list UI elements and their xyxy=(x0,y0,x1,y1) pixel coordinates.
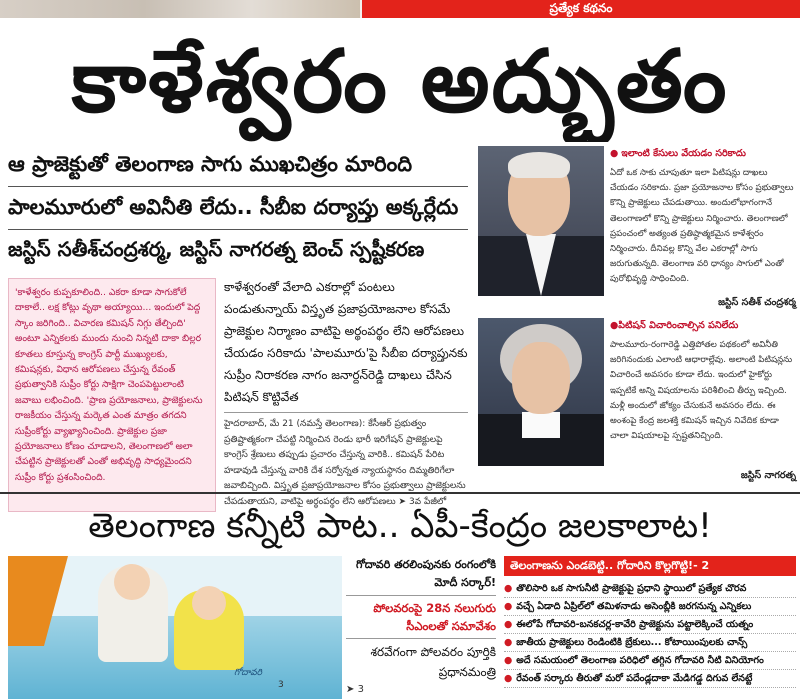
bullet-icon: ● xyxy=(610,320,619,331)
arrow-icon: ➤ xyxy=(346,684,355,695)
bullet-icon: ● xyxy=(610,148,619,159)
bullet-row: ● వచ్చే ఏడాది ఏప్రిల్‌లో తమిళనాడు అసెంబ్లీకి జరగనున్న ఎన్నికలు xyxy=(504,598,796,616)
bullet-icon: ● xyxy=(504,637,513,648)
subhead-3: జస్టిస్ సతీశ్‌చంద్రశర్మ, జస్టిస్ నాగరత్న బెంచ్ స్పష్టీకరణ xyxy=(8,237,425,261)
top-photo-strip xyxy=(0,0,360,18)
story-teasers xyxy=(346,556,496,699)
justice-sharma-photo xyxy=(478,146,604,296)
middle-body-text: హైదరాబాద్, మే 21 (నమస్తే తెలంగాణ): కేసీఆర్ ప్రభుత్వం ప్రతిష్టాత్మకంగా చేపట్టి నిర్మించిన రెండు భారీ ఇరిగేషన్ ప్రాజెక్టులపై కాంగ్రెస్ శ్రేణులు తప్పుడు ప్రచారం చేస్తున్న వారికి.. కమిషన్ పేరిట హడావుడి చేస్తున్న వారికి దేశ సర్వోన్నత న్యాయస్థానం దిమ్మతిరిగేలా జవాబిచ్చింది. విస్తృత ప్రజాప్రయోజనాల కోసం ప్రభుత్వాలు ప్రాజెక్టులను చేపడుతాయని, వాటిపై అర్థంపర్థం లేని ఆరోపణలు xyxy=(224,419,466,507)
series-bullets xyxy=(504,580,796,699)
bullet-icon: ● xyxy=(504,583,513,594)
cartoon-illustration xyxy=(8,556,342,699)
second-headline: తెలంగాణ కన్నీటి పాట.. ఏపీ-కేంద్రం జలకాలాట! xyxy=(88,506,712,546)
main-headline: కాళేశ్వరం అద్భుతం xyxy=(71,32,729,132)
bullet-row: ● ఈలోపే గోదావరి-బనకచర్ల-కావేరి ప్రాజెక్టును పట్టాలెక్కించే యత్నం xyxy=(504,616,796,634)
continued-link[interactable]: 3వ పేజీలో xyxy=(408,496,447,507)
divider xyxy=(8,186,468,187)
bullet-row: ● రేవంత్ సర్కారు తీరుతో మరో పదేండ్లదాకా మేడిగడ్డ దిగువ లేనట్టే xyxy=(504,670,796,688)
bullet-icon: ● xyxy=(504,619,513,630)
bullet-row: ● అదే సమయంలో తెలంగాణ పరిధిలో తగ్గిన గోదావరి నీటి వినియోగం xyxy=(504,652,796,670)
caption-1: ● ఇలాంటి కేసులు వేయడం సరికాదు xyxy=(610,148,746,159)
quote-text-2: పాలమూరు-రంగారెడ్డి ఎత్తిపోతల పథకంలో అవినీతి జరిగినందుకు ఎలాంటి ఆధారాల్లేవు. అలాంటి పిటిషన్లను విచారించే అవసరం కూడా లేదు. ఇందులో హైకోర్టు ఇప్పటికే అన్ని విషయాలను పరిశీలించి తీర్పు ఇచ్చింది. మళ్లీ అందులో జోక్యం చేసుకునే అవసరం లేదు. ఈ అంశంపై కేంద్ర జలశక్తి కమిషన్ ఇచ్చిన నివేదిక కూడా చాలా విషయాలపై స్పష్టతనిచ్చింది. xyxy=(610,340,793,442)
cartoon-figure xyxy=(98,566,168,662)
teaser-3[interactable]: శరవేగంగా పోలవరం పూర్తికి ప్రధానమంత్రి xyxy=(370,645,496,679)
cartoon-page-ref: 3 xyxy=(278,680,284,690)
divider xyxy=(8,229,468,230)
name-label-1: జస్టిస్ సతీశ్ చంద్రశర్మ xyxy=(718,297,796,308)
top-banner xyxy=(0,0,800,18)
teaser-1[interactable]: గోదావరి తరలింపునకు రంగంలోకి మోదీ సర్కార్! xyxy=(356,558,496,589)
pink-quote-box: 'కాళేశ్వరం కుప్పకూలింది.. ఎకరా కూడా సాగుకోలే దాకాలే.. లక్ష కోట్లు వృథా అయ్యాయి... ఇందులో పెద్ద స్కాం జరిగింది.. విచారణ కమిషన్ నిగ్గు తేల్చింది' అంటూ ఎన్నికలకు ముందు నుంచి నిన్నటి దాకా బిల్లర కూతలు కూస్తున్న కాంగ్రెస్ పార్టీ ముఖ్యులకు, కమిషన్లకు, విధాన ఆరోపణలు చేస్తున్న రేవంత్ ప్రభుత్వానికి సుప్రీం కోర్టు సాక్షిగా చెంపపెట్టులాంటి జవాబు లభించింది. 'ప్రాణ ప్రయోజనాలు, ప్రాజెక్టులను రాజకీయం చేస్తున్న మర్కెత ఎంత మాత్రం తగదని సుప్రీంకోర్టు వ్యాఖ్యానించింది. ప్రాజెక్టుల ప్రజా ప్రయోజనాలు కోణం చూడాలని, తెలంగాణలో అలా చేపట్టిన ప్రాజెక్టులతో ఎంతో అభివృద్ధి సాధ్యమైందని సుప్రీం కోర్టు ప్రశంసించింది. xyxy=(8,278,216,512)
cartoon-label: గోదావరి xyxy=(234,668,262,678)
justice-nagarathna-photo xyxy=(478,318,604,466)
bullet-row: ● తొలిసారి ఒక సాగునీటి ప్రాజెక్టుపై ప్రధాని స్థాయిలో ప్రత్యేక చొరవ xyxy=(504,580,796,598)
caption-2: ●పిటిషన్ విచారించాల్సిన పనిలేదు xyxy=(610,320,739,331)
name-label-2: జస్టిస్ నాగరత్న xyxy=(740,470,796,481)
subhead-2: పాలమూరులో అవినీతి లేదు.. సీబీఐ దర్యాప్తు అక్కర్లేదు xyxy=(8,195,459,219)
bullet-icon: ● xyxy=(504,673,513,684)
continued-arrow-icon: ➤ xyxy=(398,496,409,507)
bullet-icon: ● xyxy=(504,655,513,666)
middle-body xyxy=(224,413,468,511)
series-title-bar: తెలంగాణను ఎండబెట్టి.. గోదారిని కొల్లగొట్టి!- 2 xyxy=(504,556,796,576)
section-divider xyxy=(0,492,800,494)
cartoon-figure xyxy=(174,590,244,670)
middle-column xyxy=(224,276,468,514)
teaser-2[interactable]: పోలవరంపై 28న నలుగురు సీఎంలతో సమావేశం xyxy=(373,601,496,633)
quote-text-1: ఏదో ఒక సాకు చూపుతూ ఇలా పిటిషన్లు దాఖలు చేయడం సరికాదు. ప్రజా ప్రయోజనాల కోసం ప్రభుత్వాలు కొన్ని ప్రాజెక్టులు చేపడుతాయి. అందులోభాగంగానే తెలంగాణలో కొన్ని ప్రాజెక్టులు నిర్మించారు. తెలంగాణలో ప్రపంచంలో అత్యంత ప్రతిష్ఠాత్మకమైన కాళేశ్వరం నిర్మించారు. దీనివల్ల కొన్ని వేల ఎకరాల్లో సాగు జరుగుతున్నది. తెలంగాణ వరి ధాన్యం సాగులో ఎంతో పురోభివృద్ధి సాధించింది. xyxy=(610,168,794,285)
middle-lead: కాళేశ్వరంతో వేలాది ఎకరాల్లో పంటలు పండుతున్నాయ్ విస్తృత ప్రజాప్రయోజనాల కోసమే ప్రాజెక్టుల నిర్మాణం వాటిపై అర్థంపర్థం లేని ఆరోపణలు చేయడం సరికాదు 'పాలమూరు'పై సీబీఐ దర్యాప్తునకు సుప్రీం నిరాకరణ నాగం జనార్దన్‌రెడ్డి దాఖలు చేసిన పిటిషన్ కొట్టివేత xyxy=(224,276,468,413)
subhead-1: ఆ ప్రాజెక్టుతో తెలంగాణ సాగు ముఖచిత్రం మారింది xyxy=(8,152,413,176)
bullet-icon: ● xyxy=(504,601,513,612)
page-ref: ➤ 3 xyxy=(346,684,364,695)
top-red-strip: ప్రత్యేక కథనం xyxy=(362,0,800,18)
bullet-row: ● జాతీయ ప్రాజెక్టులు రెండింటికి బ్రేకులు... కోటాయింపులకు చాన్స్ xyxy=(504,634,796,652)
